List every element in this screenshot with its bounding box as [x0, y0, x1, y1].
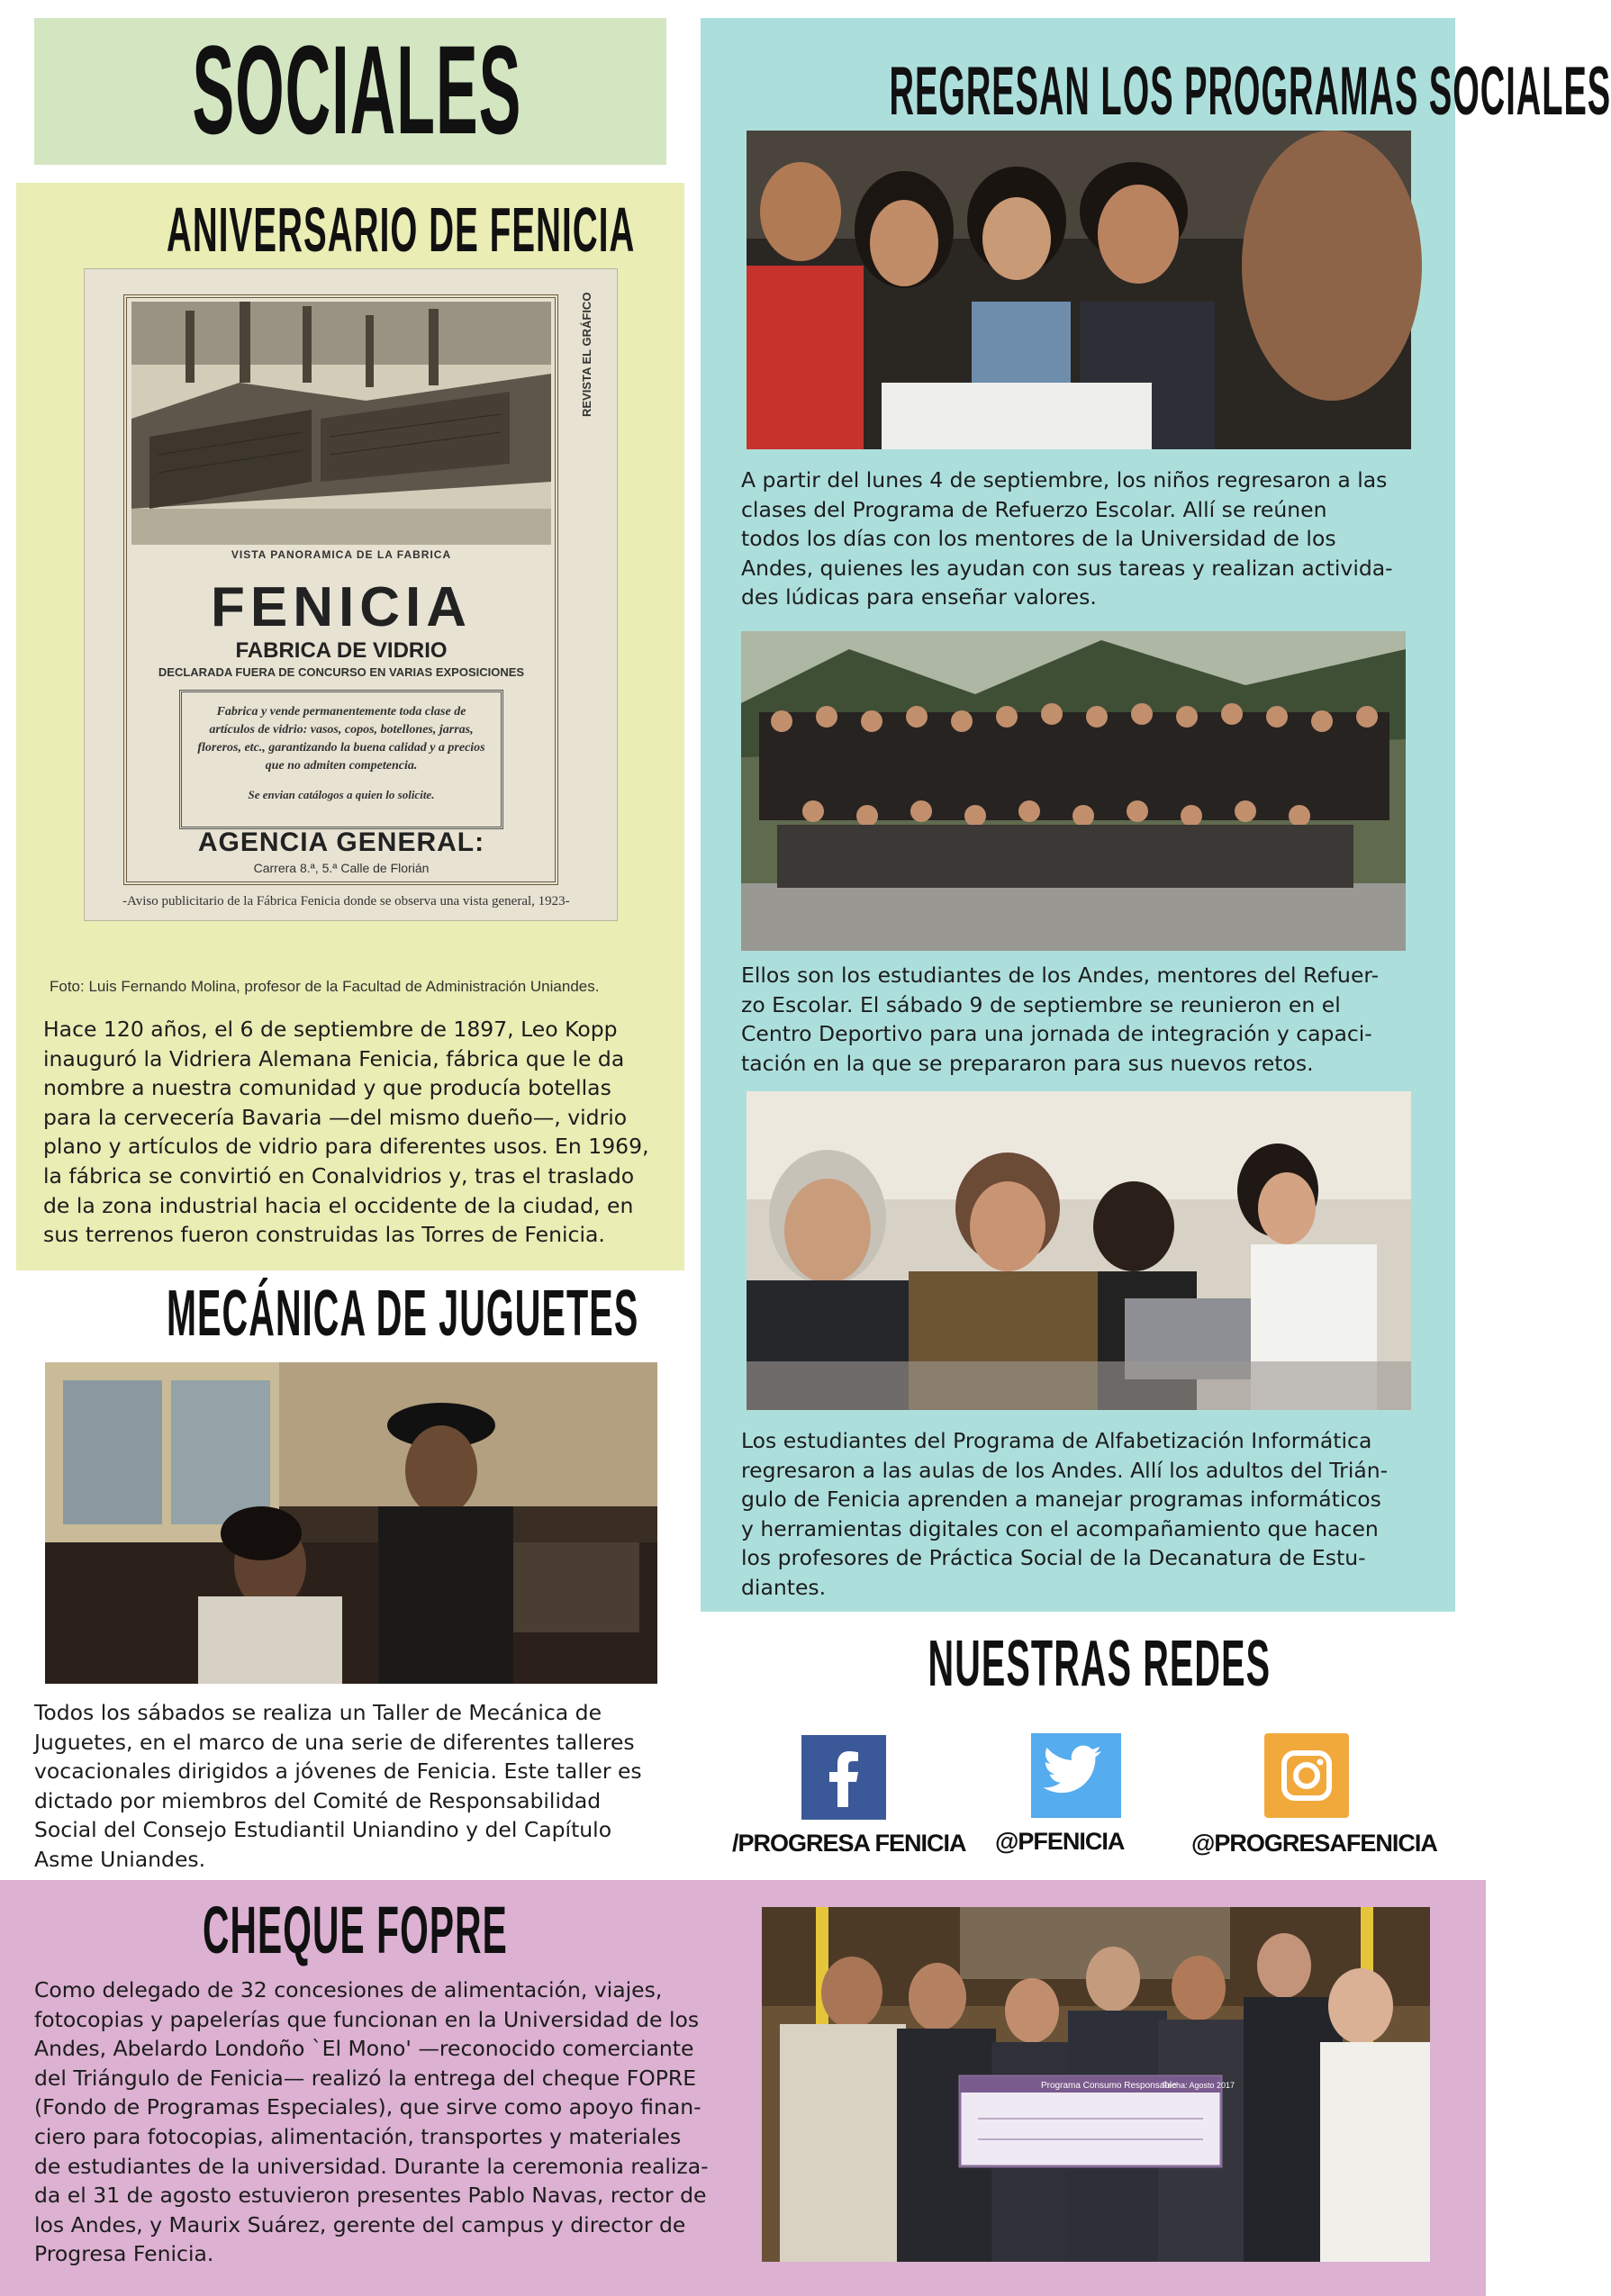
- programas-block-2: [741, 961, 1406, 1078]
- text-line: Juguetes, en el marco de una serie de diferentes talleres: [34, 1729, 635, 1755]
- poster-box-catalog: Se envian catálogos a quien lo solicite.: [248, 788, 435, 801]
- poster-subtitle-2: DECLARADA FUERA DE CONCURSO EN VARIAS EXPOSICIONES: [158, 665, 525, 679]
- text-line: Andes, quienes les ayudan con sus tareas y realizan activida-: [741, 555, 1393, 581]
- check-header: Programa Consumo Responsable: [1041, 2081, 1177, 2091]
- text-line: Los estudiantes del Programa de Alfabetización Informática: [741, 1428, 1372, 1453]
- photo-credit: Foto: Luis Fernando Molina, profesor de la Facultad de Administración Uniandes.: [50, 978, 600, 995]
- text-line: A partir del lunes 4 de septiembre, los niños regresaron a las: [741, 467, 1388, 493]
- text-line: Asme Uniandes.: [34, 1846, 206, 1872]
- aniversario-title: ANIVERSARIO DE FENICIA: [166, 194, 636, 265]
- poster-text-box: [179, 690, 503, 829]
- text-line: Todos los sábados se realiza un Taller de Mecánica de: [34, 1700, 602, 1725]
- check-date: Fecha: Agosto 2017: [1163, 2081, 1235, 2090]
- text-line: des lúdicas para enseñar valores.: [741, 584, 1097, 610]
- text-line: Como delegado de 32 concesiones de alimentación, viajes,: [34, 1977, 663, 2002]
- twitter-icon[interactable]: [1031, 1733, 1121, 1818]
- text-line: para la cervecería Bavaria —del mismo dueño—, vidrio: [43, 1104, 628, 1130]
- instagram-handle[interactable]: @PROGRESAFENICIA: [1191, 1830, 1437, 1857]
- text-line: diantes.: [741, 1574, 827, 1600]
- text-line: fotocopias y papelerías que funcionan en la Universidad de los: [34, 2006, 700, 2032]
- factory-illustration: [131, 302, 551, 545]
- facebook-handle[interactable]: /PROGRESA FENICIA: [732, 1830, 966, 1857]
- text-line: los profesores de Práctica Social de la Decanatura de Estu-: [741, 1545, 1366, 1571]
- poster-caption: -Aviso publicitario de la Fábrica Fenicia donde se observa una vista general, 1923-: [122, 894, 570, 908]
- cheque-body: [34, 1975, 719, 2269]
- fenicia-advertisement-image: [84, 268, 618, 921]
- text-line: los Andes, y Maurix Suárez, gerente del campus y director de: [34, 2211, 686, 2237]
- cheque-ceremony-photo: [762, 1907, 1430, 2262]
- poster-address: Carrera 8.ª, 5.ª Calle de Florián: [253, 861, 430, 875]
- text-line: de estudiantes de la universidad. Durante la ceremonia realiza-: [34, 2153, 709, 2179]
- twitter-handle[interactable]: @PFENICIA: [995, 1828, 1125, 1855]
- text-line: Progresa Fenicia.: [34, 2241, 214, 2267]
- programas-block-1: [741, 466, 1406, 612]
- juguetes-body: [34, 1698, 675, 1875]
- text-line: plano y artículos de vidrio para diferentes usos. En 1969,: [43, 1134, 649, 1160]
- poster-agencia: AGENCIA GENERAL:: [197, 827, 485, 857]
- programas-title: REGRESAN LOS PROGRAMAS SOCIALES: [889, 53, 1611, 130]
- text-line: tación en la que se prepararon para sus nuevos retos.: [741, 1050, 1314, 1076]
- text-line: del Triángulo de Fenicia— realizó la entrega del cheque FOPRE: [34, 2065, 697, 2091]
- poster-brand: FENICIA: [211, 576, 472, 638]
- cheque-title: CHEQUE FOPRE: [203, 1893, 508, 1967]
- juguetes-workshop-photo: [45, 1362, 657, 1684]
- text-line: da el 31 de agosto estuvieron presentes Pablo Navas, rector de: [34, 2183, 707, 2209]
- aniversario-body: [43, 1015, 660, 1250]
- mentores-group-photo: [741, 631, 1406, 951]
- text-line: Social del Consejo Estudiantil Uniandino y del Capítulo: [34, 1817, 612, 1843]
- text-line: inauguró la Vidriera Alemana Fenicia, fábrica que le da: [43, 1045, 625, 1071]
- text-line: de la zona industrial hacia el occidente de la ciudad, en: [43, 1192, 634, 1218]
- text-line: ciero para fotocopias, alimentación, transportes y materiales: [34, 2123, 682, 2149]
- poster-box-text: Fabrica y vende permanentemente toda clase de artículos de vidrio: vasos, copos, botellones, jarras, floreros, etc., garantizando la buena calidad y a precios que no admiten competencia.: [197, 705, 485, 773]
- text-line: todos los días con los mentores de la Universidad de los: [741, 526, 1336, 552]
- text-line: Ellos son los estudiantes de los Andes, mentores del Refuer-: [741, 963, 1380, 988]
- page-title: SOCIALES: [192, 19, 522, 160]
- text-line: sus terrenos fueron construidas las Torres de Fenicia.: [43, 1222, 605, 1248]
- facebook-icon[interactable]: [801, 1735, 886, 1820]
- text-line: la fábrica se convirtió en Conalvidrios y, tras el traslado: [43, 1162, 635, 1189]
- poster-vista-label: VISTA PANORAMICA DE LA FABRICA: [231, 548, 452, 561]
- text-line: Andes, Abelardo Londoño `El Mono' —reconocido comerciante: [34, 2036, 694, 2062]
- programas-block-3: [741, 1426, 1406, 1603]
- text-line: zo Escolar. El sábado 9 de septiembre se reunieron en el: [741, 991, 1341, 1017]
- text-line: (Fondo de Programas Especiales), que sirve como apoyo finan-: [34, 2094, 701, 2120]
- alfabetizacion-photo: [747, 1091, 1411, 1410]
- text-line: gulo de Fenicia aprenden a manejar programas informáticos: [741, 1487, 1381, 1513]
- text-line: clases del Programa de Refuerzo Escolar. Allí se reúnen: [741, 496, 1327, 522]
- text-line: y herramientas digitales con el acompañamiento que hacen: [741, 1515, 1379, 1541]
- poster-subtitle: FABRICA DE VIDRIO: [235, 638, 448, 663]
- poster-side-credit: REVISTA EL GRÁFICO: [580, 292, 593, 418]
- text-line: regresaron a las aulas de los Andes. Allí los adultos del Trián-: [741, 1457, 1389, 1483]
- refuerzo-escolar-photo: [747, 131, 1411, 449]
- redes-title: NUESTRAS REDES: [928, 1628, 1272, 1700]
- text-line: nombre a nuestra comunidad y que producía botellas: [43, 1075, 611, 1101]
- text-line: Centro Deportivo para una jornada de integración y capaci-: [741, 1021, 1372, 1047]
- text-line: Hace 120 años, el 6 de septiembre de 1897, Leo Kopp: [43, 1017, 618, 1042]
- juguetes-title: MECÁNICA DE JUGUETES: [166, 1278, 639, 1350]
- text-line: dictado por miembros del Comité de Responsabilidad: [34, 1787, 602, 1813]
- instagram-icon[interactable]: [1264, 1733, 1349, 1818]
- text-line: vocacionales dirigidos a jóvenes de Fenicia. Este taller es: [34, 1758, 642, 1785]
